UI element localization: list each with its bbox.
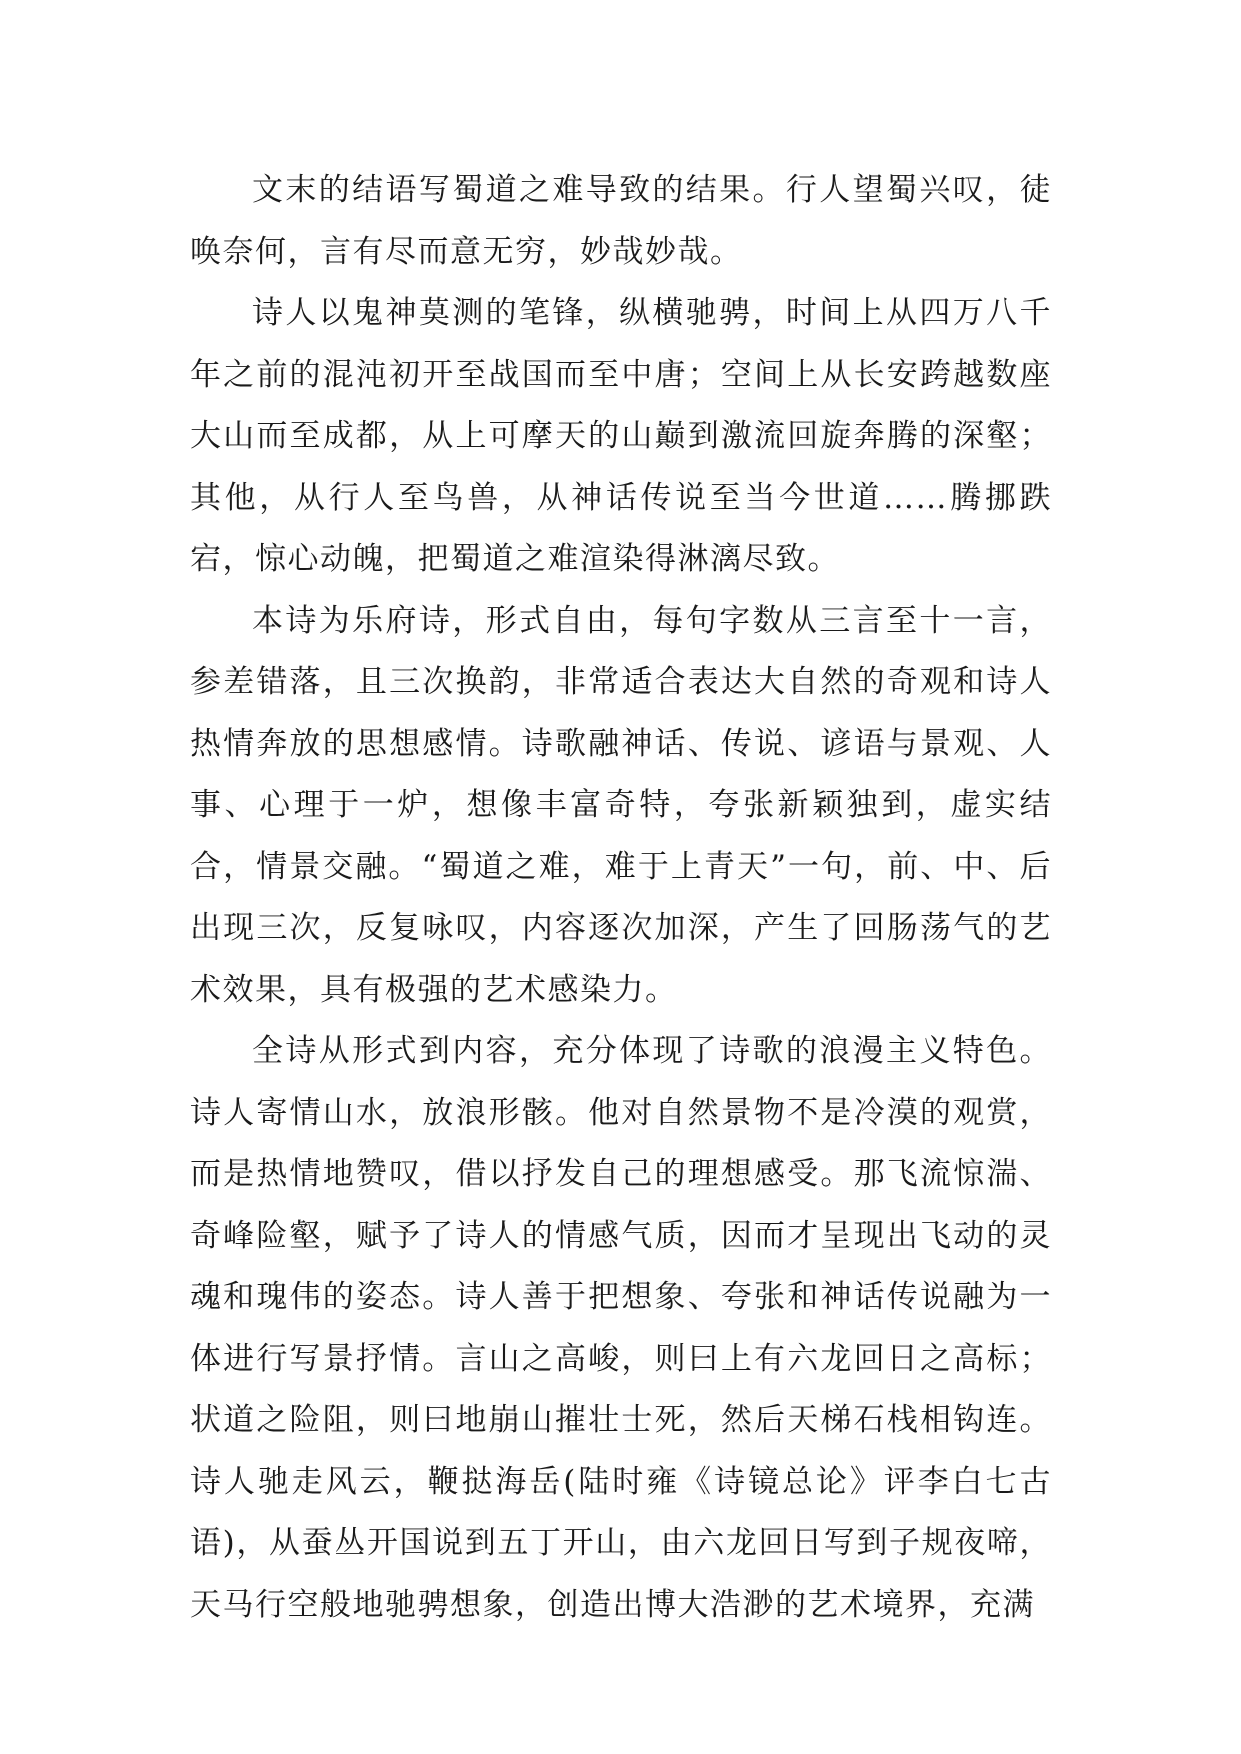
paragraph-imagination: 诗人以鬼神莫测的笔锋，纵横驰骋，时间上从四万八千年之前的混沌初开至战国而至中唐；空间上从长安跨越数座大山而至成都，从上可摩天的山巅到激流回旋奔腾的深壑；其他，从行人至鸟兽，从神话传说至当今世道……腾挪跌宕，惊心动魄，把蜀道之难渲染得淋漓尽致。 — [190, 295, 1052, 577]
paragraph-romanticism: 全诗从形式到内容，充分体现了诗歌的浪漫主义特色。诗人寄情山水，放浪形骸。他对自然景物不是冷漠的观赏，而是热情地赞叹，借以抒发自己的理想感受。那飞流惊湍、奇峰险壑，赋予了诗人的情感气质，因而才呈现出飞动的灵魂和瑰伟的姿态。诗人善于把想象、夸张和神话传说融为一体进行写景抒情。言山之高峻，则曰上有六龙回日之高标；状道之险阻，则曰地崩山摧壮士死，然后天梯石栈相钩连。诗人驰走风云，鞭挞海岳(陆时雍《诗镜总论》评李白七古语)，从蚕丛开国说到五丁开山，由六龙回日写到子规夜啼，天马行空般地驰骋想象，创造出博大浩渺的艺术境界，充满 — [190, 1033, 1052, 1623]
paragraph-conclusion: 文末的结语写蜀道之难导致的结果。行人望蜀兴叹，徒唤奈何，言有尽而意无穷，妙哉妙哉。 — [190, 172, 1052, 270]
paragraph-form: 本诗为乐府诗，形式自由，每句字数从三言至十一言，参差错落，且三次换韵，非常适合表达大自然的奇观和诗人热情奔放的思想感情。诗歌融神话、传说、谚语与景观、人事、心理于一炉，想像丰富奇特，夸张新颖独到，虚实结合，情景交融。“蜀道之难，难于上青天”一句，前、中、后出现三次，反复咏叹，内容逐次加深，产生了回肠荡气的艺术效果，具有极强的艺术感染力。 — [190, 602, 1052, 1008]
body-text — [190, 160, 1052, 1636]
